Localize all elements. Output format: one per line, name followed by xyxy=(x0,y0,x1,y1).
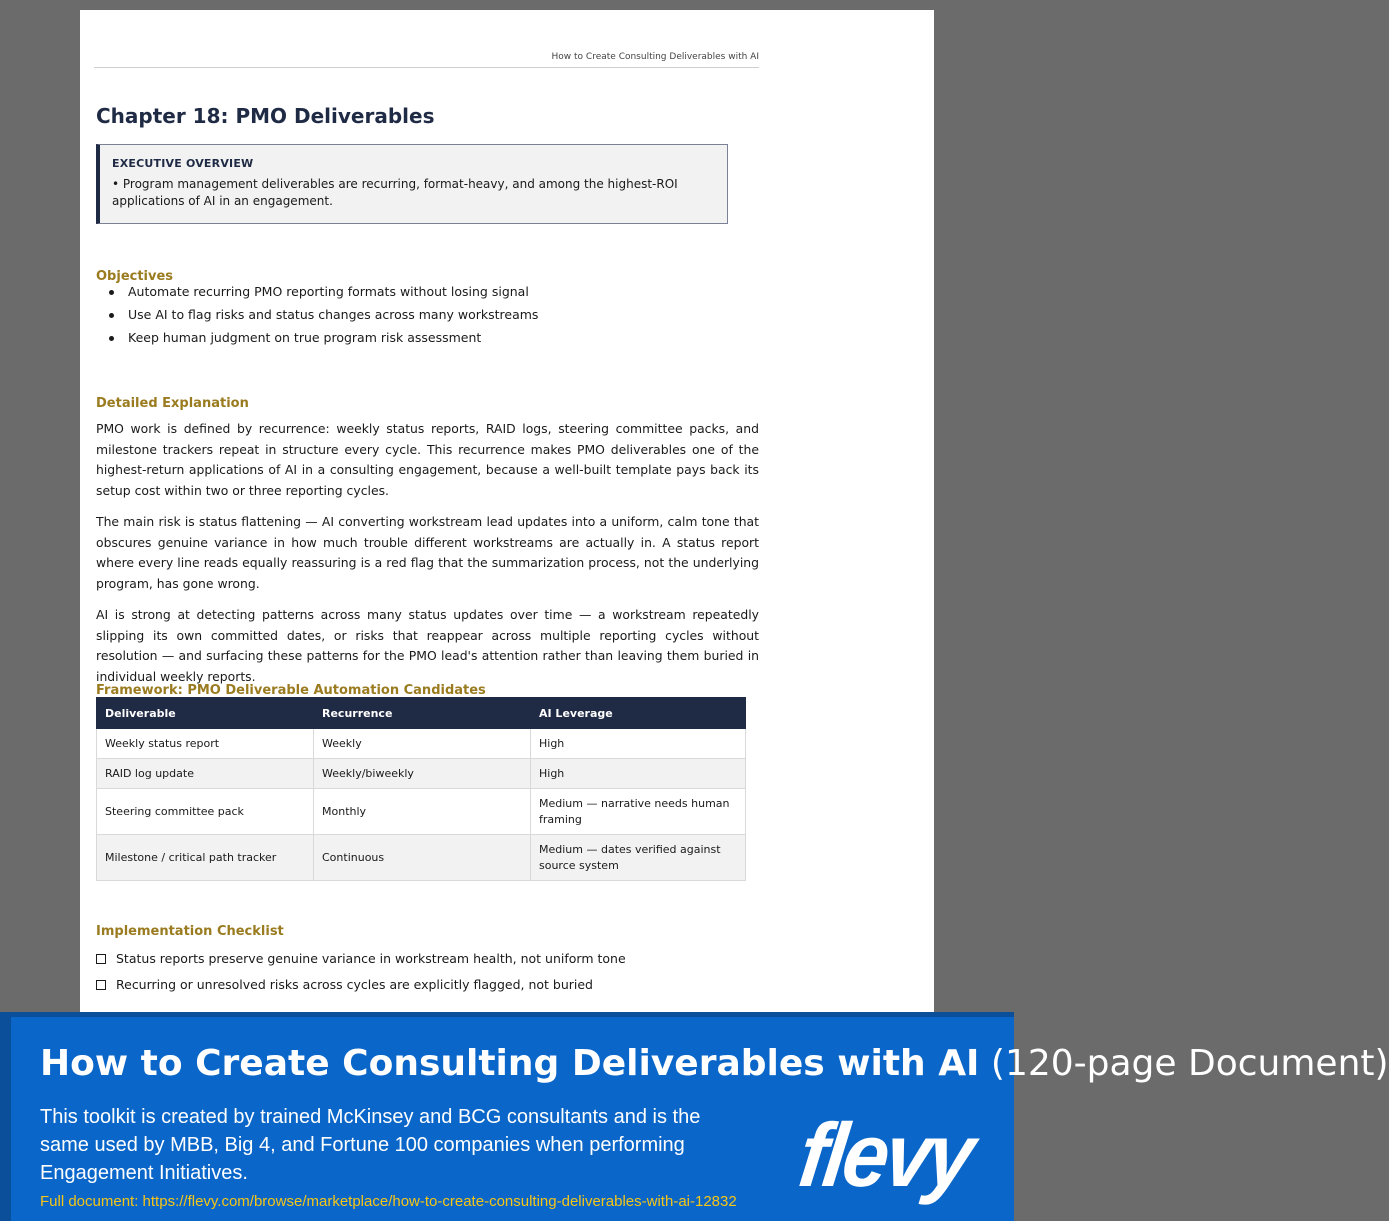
banner-title-bold: How to Create Consulting Deliverables with AI xyxy=(40,1043,980,1084)
explanation-paragraph-1: PMO work is defined by recurrence: weekly status reports, RAID logs, steering committee packs, and milestone trackers repeat in structure every cycle. This recurrence makes PMO deliverables one of the highest-return applications of AI in a consulting engagement, because a well-built template pays back its setup cost within two or three reporting cycles. xyxy=(96,421,759,498)
objectives-list xyxy=(96,284,538,353)
table-cell: High xyxy=(531,759,746,789)
table-row xyxy=(97,759,746,789)
checklist-item xyxy=(96,951,626,966)
table-cell: Continuous xyxy=(314,835,531,881)
table-row xyxy=(97,835,746,881)
detailed-explanation-heading: Detailed Explanation xyxy=(96,396,249,411)
banner-description: This toolkit is created by trained McKinsey and BCG consultants and is the same used by MBB, Big 4, and Fortune 100 companies when performing Engagement Initiatives. xyxy=(40,1106,701,1184)
checkbox-icon xyxy=(96,954,106,964)
column-header-recurrence: Recurrence xyxy=(314,698,531,729)
checklist-item-text: Status reports preserve genuine variance in workstream health, not uniform tone xyxy=(116,951,626,966)
table-cell: High xyxy=(531,729,746,759)
framework-heading: Framework: PMO Deliverable Automation Candidates xyxy=(96,683,486,698)
executive-overview-label: EXECUTIVE OVERVIEW xyxy=(112,157,254,170)
banner-link[interactable]: Full document: https://flevy.com/browse/marketplace/how-to-create-consulting-deliverables-with-ai-12832 xyxy=(40,1193,737,1210)
table-cell: Milestone / critical path tracker xyxy=(97,835,314,881)
executive-overview-box xyxy=(96,144,728,224)
objective-item: Keep human judgment on true program risk assessment xyxy=(96,330,538,353)
explanation-paragraph-2: The main risk is status flattening — AI converting workstream lead updates into a uniform, calm tone that obscures genuine variance in how much trouble different workstreams are actually in. A status report where every line reads equally reassuring is a red flag that the summarization process, not the underlying program, has gone wrong. xyxy=(96,514,759,591)
banner-title xyxy=(40,1043,1389,1084)
checklist-heading: Implementation Checklist xyxy=(96,924,284,939)
column-header-ai-leverage: AI Leverage xyxy=(531,698,746,729)
checkbox-icon xyxy=(96,980,106,990)
running-header: How to Create Consulting Deliverables with AI xyxy=(94,52,759,68)
column-header-deliverable: Deliverable xyxy=(97,698,314,729)
banner-title-rest: (120-page Document) xyxy=(979,1043,1389,1084)
table-cell: Steering committee pack xyxy=(97,789,314,835)
table-cell: Medium — dates verified against source system xyxy=(531,835,746,881)
objectives-heading: Objectives xyxy=(96,269,174,284)
table-cell: RAID log update xyxy=(97,759,314,789)
table-header-row xyxy=(97,698,746,729)
executive-overview-text: • Program management deliverables are recurring, format-heavy, and among the highest-ROI applications of AI in an engagement. xyxy=(112,177,678,208)
table-cell: Weekly status report xyxy=(97,729,314,759)
table-cell: Weekly/biweekly xyxy=(314,759,531,789)
table-cell: Medium — narrative needs human framing xyxy=(531,789,746,835)
objective-item: Automate recurring PMO reporting formats without losing signal xyxy=(96,284,538,307)
checklist-item xyxy=(96,977,593,992)
checklist-item-text: Recurring or unresolved risks across cycles are explicitly flagged, not buried xyxy=(116,977,593,992)
framework-table xyxy=(96,697,746,881)
table-row xyxy=(97,729,746,759)
objective-item: Use AI to flag risks and status changes across many workstreams xyxy=(96,307,538,330)
explanation-paragraph-3: AI is strong at detecting patterns across many status updates over time — a workstream repeatedly slipping its own committed dates, or risks that reappear across multiple reporting cycles without resolution — and surfacing these patterns for the PMO lead's attention rather than leaving them buried in individual weekly reports. xyxy=(96,607,759,684)
table-cell: Monthly xyxy=(314,789,531,835)
chapter-title: Chapter 18: PMO Deliverables xyxy=(96,104,435,128)
promo-banner xyxy=(0,1012,1389,1221)
flevy-logo: flevy xyxy=(793,1106,977,1206)
table-row xyxy=(97,789,746,835)
table-cell: Weekly xyxy=(314,729,531,759)
